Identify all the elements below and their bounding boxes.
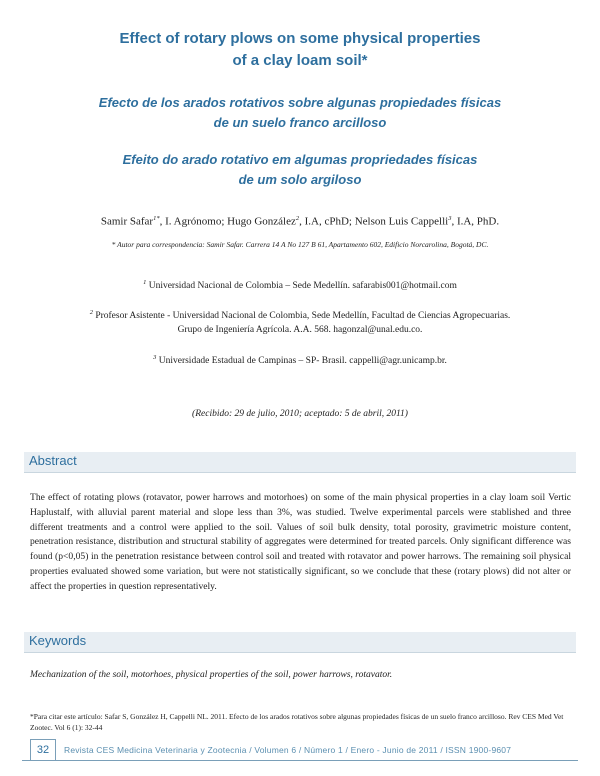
spanish-title-line1: Efecto de los arados rotativos sobre algunas propiedades físicas (98, 95, 502, 110)
author-2-text: , I. Agrónomo; Hugo González (159, 215, 296, 228)
page-number: 32 (30, 739, 56, 761)
portuguese-title-line1: Efeito do arado rotativo em algumas propriedades físicas (122, 152, 478, 167)
keywords-text: Mechanization of the soil, motorhoes, physical properties of the soil, power harrows, rotavator. (30, 670, 393, 680)
keywords-heading-bar (24, 632, 576, 653)
author-3-sup: 3 (448, 215, 452, 222)
author-1-name: Samir Safar (100, 215, 154, 228)
portuguese-title (0, 150, 600, 190)
affiliation-2-line1: Profesor Asistente - Universidad Nacional de Colombia, Sede Medellín, Facultad de Ciencias Agropecuarias. (95, 311, 511, 322)
affiliation-2-sup: 2 (89, 309, 93, 316)
portuguese-title-line2: de um solo argiloso (238, 172, 362, 187)
author-3-text: , I.A, cPhD; Nelson Luis Cappelli (299, 215, 449, 228)
correspondence-note: * Autor para correspondencia: Samir Safar. Carrera 14 A No 127 B 61, Apartamento 602, Edificio Norcarolina, Bogotá, DC. (111, 240, 489, 249)
journal-footer: Revista CES Medicina Veterinaria y Zootecnia / Volumen 6 / Número 1 / Enero - Junio de 2011 / ISSN 1900-9607 (64, 745, 512, 755)
affiliation-1-sup: 1 (143, 279, 147, 286)
affiliation-1-text: Universidad Nacional de Colombia – Sede Medellín. safarabis001@hotmail.com (148, 281, 457, 292)
keywords-heading: Keywords (29, 633, 87, 648)
english-title-line2: of a clay loam soil* (232, 52, 368, 69)
abstract-text: The effect of rotating plows (rotavator, power harrows and motorhoes) on some of the main physical properties in a clay loam soil Vertic Haplustalf, with alluvial parent material and slope less than 3%, was studied. Twelve experimental parcels were stablished and three different treatments and a control were applied to the soil. Values of soil bulk density, total porosity, gravimetric moisture content, penetration resistance, distribution and structural stability of aggregates were determined for treated parcels. Only significant difference was found (p<0,05) in the penetration resistance between control soil and treated with rotavator and power harrows. The remaining soil physical properties evaluated showed some variation, but were not statistically significant, so we conclude that these (rotary plows) did not alter or affect the properties in question representatively. (30, 492, 571, 592)
affiliation-3 (0, 351, 600, 368)
affiliation-2-line2: Grupo de Ingeniería Agrícola. A.A. 568. hagonzal@unal.edu.co. (177, 325, 423, 336)
spanish-title-line2: de un suelo franco arcilloso (213, 115, 387, 130)
footer-divider (22, 760, 578, 761)
author-2-sup: 2 (295, 215, 300, 222)
abstract-heading: Abstract (29, 453, 77, 468)
received-dates: (Recibido: 29 de julio, 2010; aceptado: 5 de abril, 2011) (192, 409, 408, 419)
abstract-heading-bar (24, 452, 576, 473)
affiliation-3-sup: 3 (153, 354, 157, 361)
author-list (0, 215, 600, 228)
affiliation-2 (0, 306, 600, 337)
citation-footnote: *Para citar este artículo: Safar S, González H, Cappelli NL. 2011. Efecto de los arados rotativos sobre algunas propiedades físicas de un suelo franco arcilloso. Rev CES Med Vet Zootec. Vol 6 (1): 32-44 (30, 712, 564, 732)
english-title (0, 28, 600, 72)
affiliation-3-text: Universidade Estadual de Campinas – SP- Brasil. cappelli@agr.unicamp.br. (158, 356, 447, 367)
english-title-line1: Effect of rotary plows on some physical properties (119, 30, 481, 47)
author-1-sup: 1* (153, 215, 160, 222)
author-3-degree: , I.A, PhD. (451, 215, 500, 228)
affiliation-1 (0, 276, 600, 293)
spanish-title (0, 93, 600, 133)
